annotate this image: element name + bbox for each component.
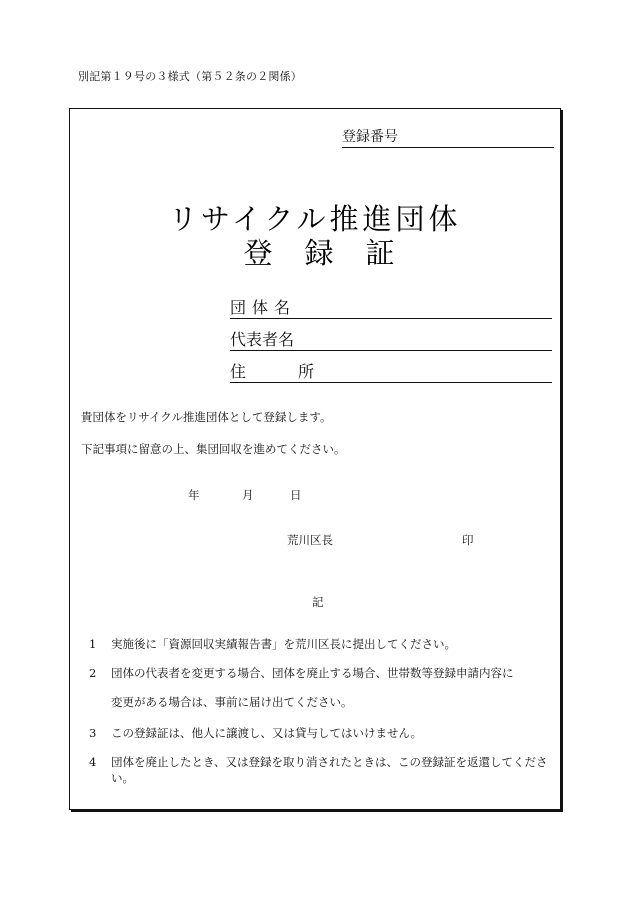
note-item — [81, 754, 551, 786]
note-item — [81, 636, 551, 652]
issue-date — [188, 487, 302, 503]
certificate-title: リサイクル推進団体 — [168, 202, 462, 236]
date-year: 年 — [188, 488, 200, 502]
address-field: 住所 — [230, 361, 552, 383]
note-text: 実施後に「資源回収実績報告書」を荒川区長に提出してください。 — [111, 637, 456, 651]
note-number: 1 — [89, 637, 97, 651]
note-number: 2 — [89, 666, 97, 680]
certificate-subtitle: 登録証 — [243, 236, 427, 270]
instruction-statement: 下記事項に留意の上、集団回収を進めてください。 — [81, 442, 346, 456]
certificate-frame — [69, 108, 561, 810]
note-item — [81, 725, 551, 741]
note-text: この登録証は、他人に譲渡し、又は貸与してはいけません。 — [111, 726, 423, 740]
date-month: 月 — [242, 488, 254, 502]
form-reference: 別記第１９号の３様式（第５２条の２関係） — [78, 70, 302, 83]
note-text: 変更がある場合は、事前に届け出てください。 — [111, 695, 353, 709]
registration-statement: 貴団体をリサイクル推進団体として登録します。 — [81, 410, 332, 424]
note-item-continued — [81, 694, 551, 710]
group-name-field: 団体名 — [230, 297, 552, 319]
note-item — [81, 665, 551, 681]
seal-mark: 印 — [462, 533, 474, 547]
representative-field: 代表者名 — [230, 329, 552, 351]
note-number: 4 — [89, 755, 97, 769]
date-day: 日 — [290, 488, 302, 502]
issuer-name: 荒川区長 — [287, 533, 333, 547]
notes-heading: 記 — [312, 595, 324, 609]
note-text: 団体を廃止したとき、又は登録を取り消されたときは、この登録証を返還してください。 — [111, 755, 548, 785]
note-text: 団体の代表者を変更する場合、団体を廃止する場合、世帯数等登録申請内容に — [111, 666, 514, 680]
registration-number-field: 登録番号 — [342, 127, 554, 148]
note-number: 3 — [89, 726, 97, 740]
